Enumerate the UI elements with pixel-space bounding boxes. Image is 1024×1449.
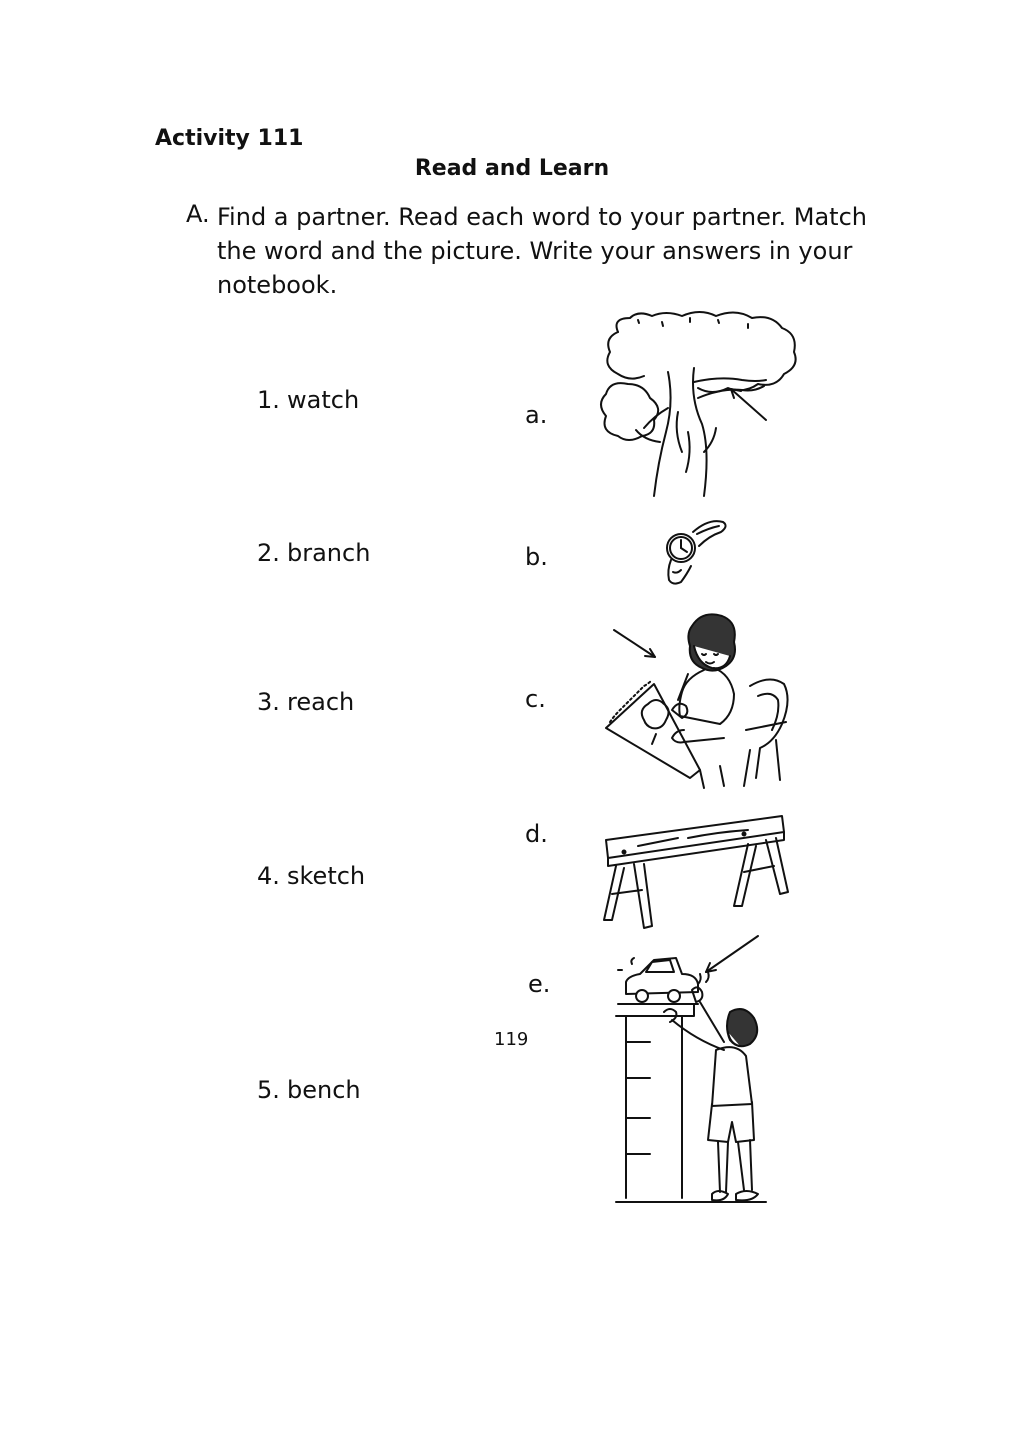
section-title-text: Read and Learn [414, 156, 610, 181]
word-number: 5. [257, 1076, 280, 1104]
picture-letter: c. [525, 685, 546, 713]
word-item [257, 862, 365, 890]
boy-reaching-toy-car-illustration [612, 932, 774, 1224]
picture-letter: d. [525, 820, 548, 848]
word-number: 4. [257, 862, 280, 890]
boy-sketching-illustration [600, 610, 796, 792]
word-item [257, 1076, 361, 1104]
word-number: 3. [257, 688, 280, 716]
picture-letter: a. [525, 401, 548, 429]
wristwatch-illustration [655, 512, 735, 592]
section-title [0, 156, 1024, 181]
word-number: 2. [257, 539, 280, 567]
page-number: 119 [494, 1029, 529, 1050]
picture-letter: e. [528, 970, 551, 998]
word-text: reach [287, 688, 355, 716]
word-text: bench [287, 1076, 361, 1104]
word-text: branch [287, 539, 371, 567]
word-item [257, 539, 370, 567]
word-item [257, 386, 359, 414]
instruction-marker: A. [186, 200, 210, 228]
word-text: sketch [287, 862, 366, 890]
word-item [257, 688, 354, 716]
bench-illustration [598, 810, 788, 936]
word-number: 1. [257, 386, 280, 414]
tree-branch-illustration [598, 312, 804, 500]
activity-title: Activity 111 [155, 126, 304, 151]
word-text: watch [287, 386, 360, 414]
picture-letter: b. [525, 543, 548, 571]
instruction-text: Find a partner. Read each word to your partner. Match the word and the picture. Write your answers in your notebook. [217, 203, 867, 299]
